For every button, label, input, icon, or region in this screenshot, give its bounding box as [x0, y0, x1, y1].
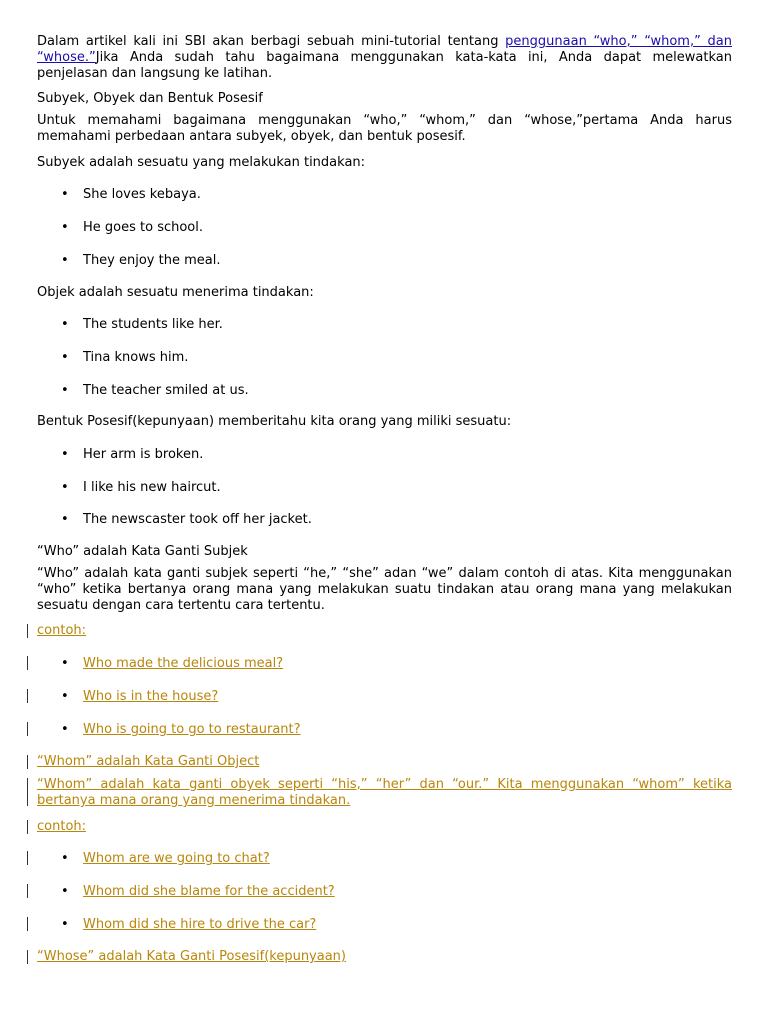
object-intro: Objek adalah sesuatu menerima tindakan:	[37, 285, 314, 300]
list-item-text: Tina knows him.	[83, 350, 189, 365]
who-heading: “Who” adalah Kata Ganti Subjek	[37, 544, 248, 559]
intro-text-after: Jika Anda sudah tahu bagaimana menggunakan kata-kata ini, Anda dapat melewatkan penjelasan dan langsung ke latihan.	[37, 50, 732, 81]
revision-bar	[27, 689, 28, 703]
list-item	[37, 656, 732, 672]
list-item-text: The teacher smiled at us.	[83, 383, 249, 398]
subject-intro: Subyek adalah sesuatu yang melakukan tindakan:	[37, 155, 366, 170]
bullet-icon: •	[61, 722, 69, 737]
list-item-text: Who is going to go to restaurant?	[83, 722, 301, 737]
list-item	[37, 480, 732, 496]
whom-paragraph: “Whom” adalah kata ganti obyek seperti “his,” “her” dan “our.” Kita menggunakan “whom” ketika bertanya mana orang yang menerima tindakan.	[37, 777, 732, 808]
list-item	[37, 512, 732, 528]
list-item	[37, 722, 732, 738]
section-heading-subject-object: Subyek, Obyek dan Bentuk Posesif	[37, 91, 263, 106]
section-paragraph-intro: Untuk memahami bagaimana menggunakan “who,” “whom,” dan “whose,”pertama Anda harus memahami perbedaan antara subyek, obyek, dan bentuk posesif.	[37, 113, 732, 144]
intro-link-usage[interactable]: penggunaan “who,” “whom,” dan “whose.”	[37, 34, 732, 65]
list-item-text: Whom are we going to chat?	[83, 851, 270, 866]
list-item	[37, 187, 732, 203]
bullet-icon: •	[61, 317, 69, 332]
bullet-icon: •	[61, 480, 69, 495]
bullet-icon: •	[61, 884, 69, 899]
revision-bar	[27, 656, 28, 670]
bullet-icon: •	[61, 917, 69, 932]
bullet-icon: •	[61, 383, 69, 398]
list-item-text: They enjoy the meal.	[83, 253, 221, 268]
list-item	[37, 350, 732, 366]
revision-bar	[27, 820, 28, 834]
who-example-label: contoh:	[37, 623, 87, 638]
revision-bar	[27, 755, 28, 769]
whose-heading: “Whose” adalah Kata Ganti Posesif(kepunyaan)	[37, 949, 346, 964]
revision-bar	[27, 624, 28, 638]
bullet-icon: •	[61, 447, 69, 462]
intro-paragraph	[37, 34, 732, 82]
list-item	[37, 317, 732, 333]
whom-heading: “Whom” adalah Kata Ganti Object	[37, 754, 260, 769]
list-item-text: The students like her.	[83, 317, 223, 332]
whom-example-label: contoh:	[37, 819, 87, 834]
bullet-icon: •	[61, 512, 69, 527]
list-item-text: I like his new haircut.	[83, 480, 221, 495]
revision-bar	[27, 884, 28, 898]
intro-text-before: Dalam artikel kali ini SBI akan berbagi sebuah mini-tutorial tentang	[37, 34, 506, 49]
list-item-text: Her arm is broken.	[83, 447, 204, 462]
bullet-icon: •	[61, 656, 69, 671]
list-item	[37, 689, 732, 705]
list-item-text: Who made the delicious meal?	[83, 656, 284, 671]
list-item-text: Whom did she hire to drive the car?	[83, 917, 317, 932]
list-item	[37, 851, 732, 867]
list-item	[37, 917, 732, 933]
list-item	[37, 447, 732, 463]
revision-bar	[27, 778, 28, 806]
possessive-intro: Bentuk Posesif(kepunyaan) memberitahu kita orang yang miliki sesuatu:	[37, 414, 512, 429]
bullet-icon: •	[61, 220, 69, 235]
list-item-text: He goes to school.	[83, 220, 204, 235]
who-paragraph: “Who” adalah kata ganti subjek seperti “he,” “she” adan “we” dalam contoh di atas. Kita menggunakan “who” ketika bertanya orang mana yang melakukan suatu tindakan atau orang mana yang melakukan sesuatu dengan cara tertentu cara tertentu.	[37, 566, 732, 613]
list-item	[37, 884, 732, 900]
revision-bar	[27, 917, 28, 931]
bullet-icon: •	[61, 187, 69, 202]
list-item-text: The newscaster took off her jacket.	[83, 512, 312, 527]
bullet-icon: •	[61, 253, 69, 268]
list-item	[37, 383, 732, 399]
list-item-text: She loves kebaya.	[83, 187, 201, 202]
bullet-icon: •	[61, 350, 69, 365]
revision-bar	[27, 851, 28, 865]
bullet-icon: •	[61, 851, 69, 866]
revision-bar	[27, 722, 28, 736]
list-item-text: Who is in the house?	[83, 689, 219, 704]
list-item	[37, 253, 732, 269]
list-item	[37, 220, 732, 236]
list-item-text: Whom did she blame for the accident?	[83, 884, 335, 899]
bullet-icon: •	[61, 689, 69, 704]
revision-bar	[27, 950, 28, 964]
